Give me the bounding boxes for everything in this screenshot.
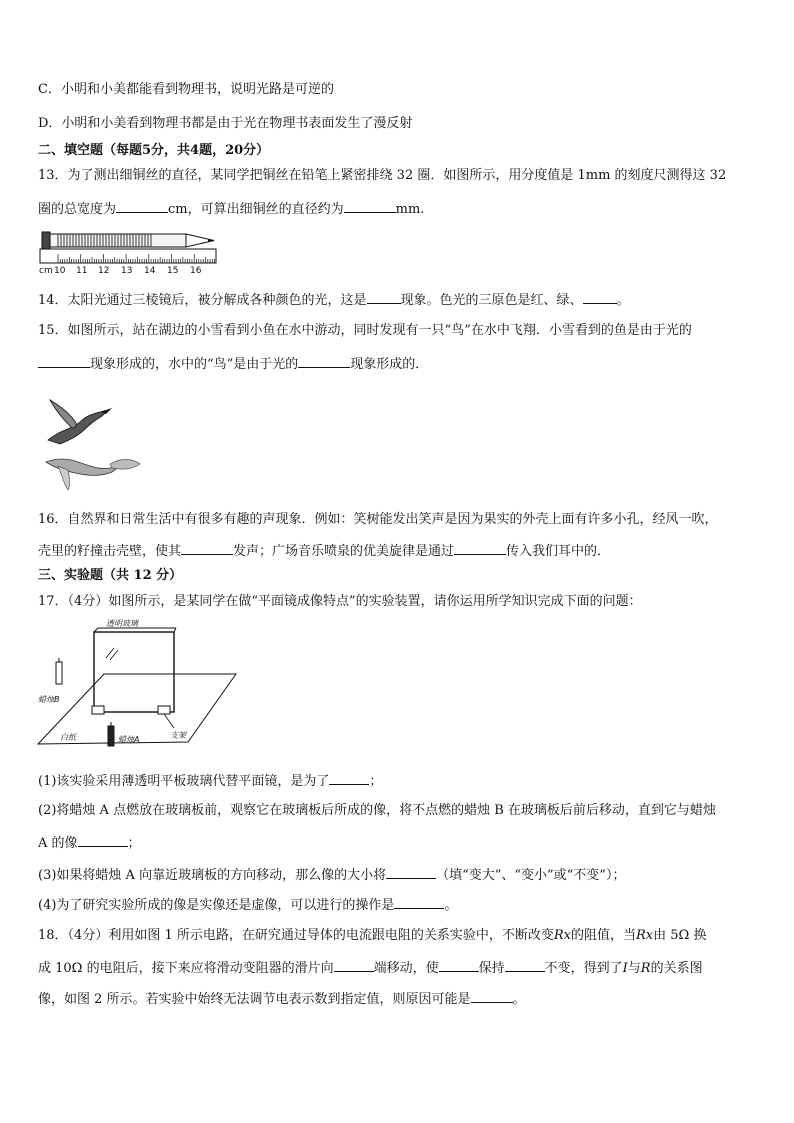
q18-line2 <box>38 959 703 977</box>
q13-text-3: mm. <box>395 202 425 217</box>
ruler-tick-14: 14 <box>144 266 156 276</box>
q13-blank-diameter[interactable] <box>344 200 396 213</box>
q14-text-3: 。 <box>616 293 630 308</box>
option-c: C．小明和小美都能看到物理书，说明光路是可逆的 <box>38 82 334 97</box>
q16-text-1: 壳里的籽撞击壳壁，使其 <box>38 544 182 559</box>
q17-part3-end: （填“变大”、“变小”或“不变”）； <box>436 868 626 883</box>
q13-text-2: cm，可算出细铜丝的直径约为 <box>168 202 344 217</box>
q16-blank-vibrate[interactable] <box>181 542 233 555</box>
ruler-tick-15: 15 <box>167 266 179 276</box>
q16-line2 <box>38 542 610 560</box>
q14-text-2: 现象。色光的三原色是红、绿、 <box>400 293 583 308</box>
q17-blank-3[interactable] <box>386 866 436 879</box>
q17-part4 <box>38 896 457 914</box>
plane-mirror-apparatus-figure <box>36 618 256 753</box>
ruler-pencil-figure <box>38 228 228 278</box>
section-2-heading: 二、填空题（每题5分，共4题，20分） <box>38 143 270 158</box>
q18-text-3: 由 5Ω 换 <box>653 928 707 943</box>
label-white-paper: 白纸 <box>60 733 76 742</box>
ruler-tick-11: 11 <box>76 266 88 276</box>
ruler-unit-label: cm <box>39 266 53 276</box>
q18-text-4: 成 10Ω 的电阻后，接下来应将滑动变阻器的滑片向 <box>38 961 334 976</box>
q18-blank-reason[interactable] <box>471 990 513 1003</box>
q17-part2-line2 <box>38 834 141 852</box>
q18-line1 <box>38 928 706 944</box>
option-d: D．小明和小美看到物理书都是由于光在物理书表面发生了漫反射 <box>38 116 413 131</box>
q13-blank-width[interactable] <box>116 200 168 213</box>
label-stand: 支架 <box>170 731 186 740</box>
q18-text-10: 像，如图 2 所示。若实验中始终无法调节电表示数到指定值，则原因可能是 <box>38 992 471 1007</box>
q18-rx-1: Rx <box>553 928 571 943</box>
q18-var-i: I <box>622 961 628 976</box>
q13-line1: 13．为了测出细铜丝的直径，某同学把铜丝在铅笔上紧密排绕 32 圈．如图所示，用分度值是 1mm 的刻度尺测得这 32 <box>38 168 727 183</box>
label-candle-b: 蜡烛B <box>38 695 60 704</box>
q14-blank-color[interactable] <box>583 291 617 304</box>
q17-part1 <box>38 772 382 790</box>
q17-blank-4[interactable] <box>394 896 444 909</box>
q13-text-1: 圈的总宽度为 <box>38 202 117 217</box>
q17-part1-text: (1)该实验采用薄透明平板玻璃代替平面镜，是为了 <box>38 774 330 789</box>
q13-line2 <box>38 200 424 218</box>
q14-text-1: 14．太阳光通过三棱镜后，被分解成各种颜色的光，这是 <box>38 293 367 308</box>
q14-blank-phenomenon[interactable] <box>367 291 401 304</box>
q17-part2-text: A 的像 <box>38 836 78 851</box>
q18-text-8: 与 <box>627 961 641 976</box>
ruler-tick-12: 12 <box>98 266 110 276</box>
q18-text-7: 不变，得到了 <box>544 961 623 976</box>
q18-text-5: 端移动，使 <box>373 961 439 976</box>
ruler-tick-10: 10 <box>54 266 66 276</box>
q18-text-11: 。 <box>512 992 526 1007</box>
q17-blank-2[interactable] <box>78 834 128 847</box>
label-transparent-glass: 透明玻璃 <box>106 619 138 628</box>
q17-blank-1[interactable] <box>329 772 369 785</box>
q18-text-9: 的关系图 <box>650 961 703 976</box>
q15-text-1: 现象形成的，水中的“鸟”是由于光的 <box>90 357 299 372</box>
q18-text-2: 的阻值，当 <box>570 928 636 943</box>
q14-line <box>38 291 630 309</box>
q15-line2 <box>38 355 428 373</box>
q17-intro: 17．（4分）如图所示，是某同学在做“平面镜成像特点”的实验装置，请你运用所学知识完成下面的问题： <box>38 594 642 609</box>
q16-text-3: 传入我们耳中的． <box>506 544 611 559</box>
bird-reflection-figure <box>40 390 150 500</box>
q17-part4-text: (4)为了研究实验所成的像是实像还是虚像，可以进行的操作是 <box>38 898 395 913</box>
q18-blank-direction[interactable] <box>334 959 374 972</box>
q17-part3-text: (3)如果将蜡烛 A 向靠近玻璃板的方向移动，那么像的大小将 <box>38 868 387 883</box>
q16-line1: 16．自然界和日常生活中有很多有趣的声现象．例如：笑树能发出笑声是因为果实的外壳上面有许多小孔，经风一吹， <box>38 512 718 527</box>
ruler-tick-13: 13 <box>121 266 133 276</box>
q18-text-1: 18．（4分）利用如图 1 所示电路，在研究通过导体的电流跟电阻的关系实验中，不断改变 <box>38 928 554 943</box>
q15-blank-fish[interactable] <box>38 355 90 368</box>
q17-part2-line1: (2)将蜡烛 A 点燃放在玻璃板前，观察它在玻璃板后所成的像，将不点燃的蜡烛 B 在玻璃板后前后移动，直到它与蜡烛 <box>38 803 716 818</box>
ruler-tick-16: 16 <box>190 266 202 276</box>
q17-part2-end: ； <box>127 836 141 851</box>
q15-blank-bird[interactable] <box>298 355 350 368</box>
q18-var-r: R <box>640 961 651 976</box>
q18-text-6: 保持 <box>478 961 505 976</box>
q17-part1-end: ； <box>369 774 383 789</box>
label-candle-a: 蜡烛A <box>118 735 140 744</box>
q18-rx-2: Rx <box>636 928 654 943</box>
q18-blank-quantity[interactable] <box>439 959 479 972</box>
section-3-heading: 三、实验题（共 12 分） <box>38 568 183 583</box>
q18-line3 <box>38 990 526 1008</box>
q18-blank-unchanged[interactable] <box>505 959 545 972</box>
q15-text-2: 现象形成的． <box>350 357 429 372</box>
q17-part3 <box>38 866 625 884</box>
q15-line1: 15．如图所示，站在湖边的小雪看到小鱼在水中游动，同时发现有一只“鸟”在水中飞翔．小雪看到的鱼是由于光的 <box>38 323 692 338</box>
q17-part4-end: 。 <box>444 898 458 913</box>
q16-blank-medium[interactable] <box>454 542 506 555</box>
q16-text-2: 发声；广场音乐喷泉的优美旋律是通过 <box>233 544 455 559</box>
